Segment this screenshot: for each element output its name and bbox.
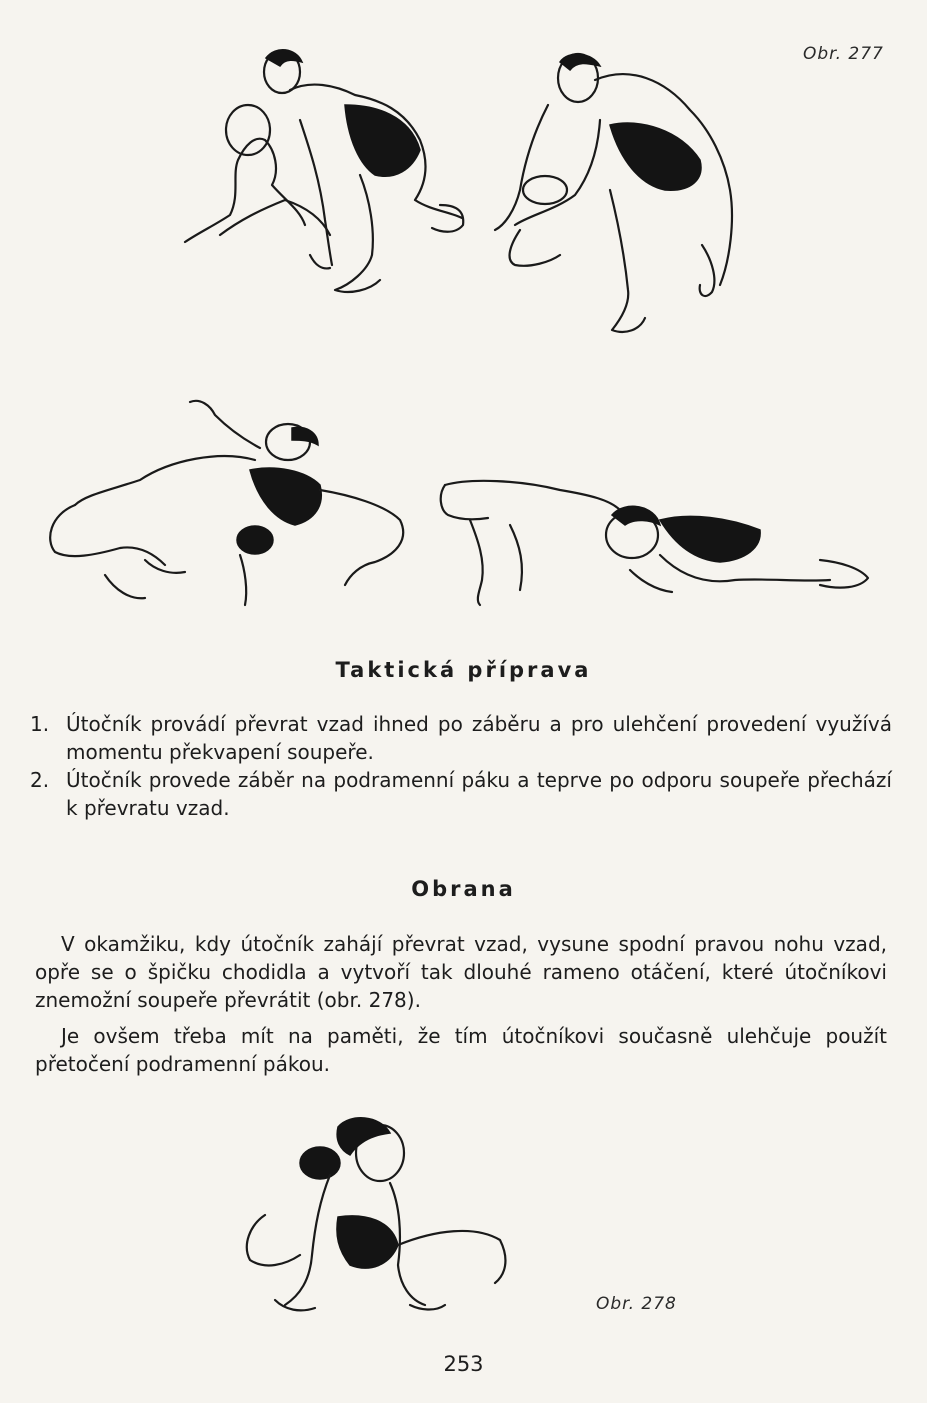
wrestlers-drawing-3	[50, 401, 403, 605]
list-item	[30, 766, 892, 822]
figure-278-illustration	[220, 1105, 540, 1325]
section-heading-tactical: Taktická příprava	[335, 658, 592, 682]
list-item-number: 2.	[30, 768, 50, 792]
list-item-text: Útočník provádí převrat vzad ihned po záběru a pro ulehčení provedení využívá momentu překvapení soupeře.	[66, 712, 892, 764]
section-heading-defense: Obrana	[411, 877, 516, 901]
wrestlers-drawing-2	[495, 54, 732, 332]
wrestlers-drawing-1	[185, 50, 463, 292]
list-item	[30, 710, 892, 766]
figure-277-illustrations	[0, 0, 927, 640]
figure-278-label: Obr. 278	[596, 1294, 677, 1314]
defense-paragraph-1: V okamžiku, kdy útočník zahájí převrat vzad, vysune spodní pravou nohu vzad, opře se o špičku chodidla a vytvoří tak dlouhé rameno otáčení, které útočníkovi znemožní soupeře převrátit (obr. 278).	[35, 932, 887, 1012]
defense-paragraph-2: Je ovšem třeba mít na paměti, že tím útočníkovi současně ulehčuje použít přetočení podramenní pákou.	[35, 1024, 887, 1076]
list-item-text: Útočník provede záběr na podramenní páku a teprve po odporu soupeře přechází k převratu vzad.	[66, 768, 892, 820]
tactical-list	[30, 710, 892, 822]
page-number: 253	[443, 1352, 484, 1376]
figure-277-label: Obr. 277	[803, 44, 884, 64]
wrestlers-drawing-4	[441, 481, 868, 605]
list-item-number: 1.	[30, 712, 50, 736]
